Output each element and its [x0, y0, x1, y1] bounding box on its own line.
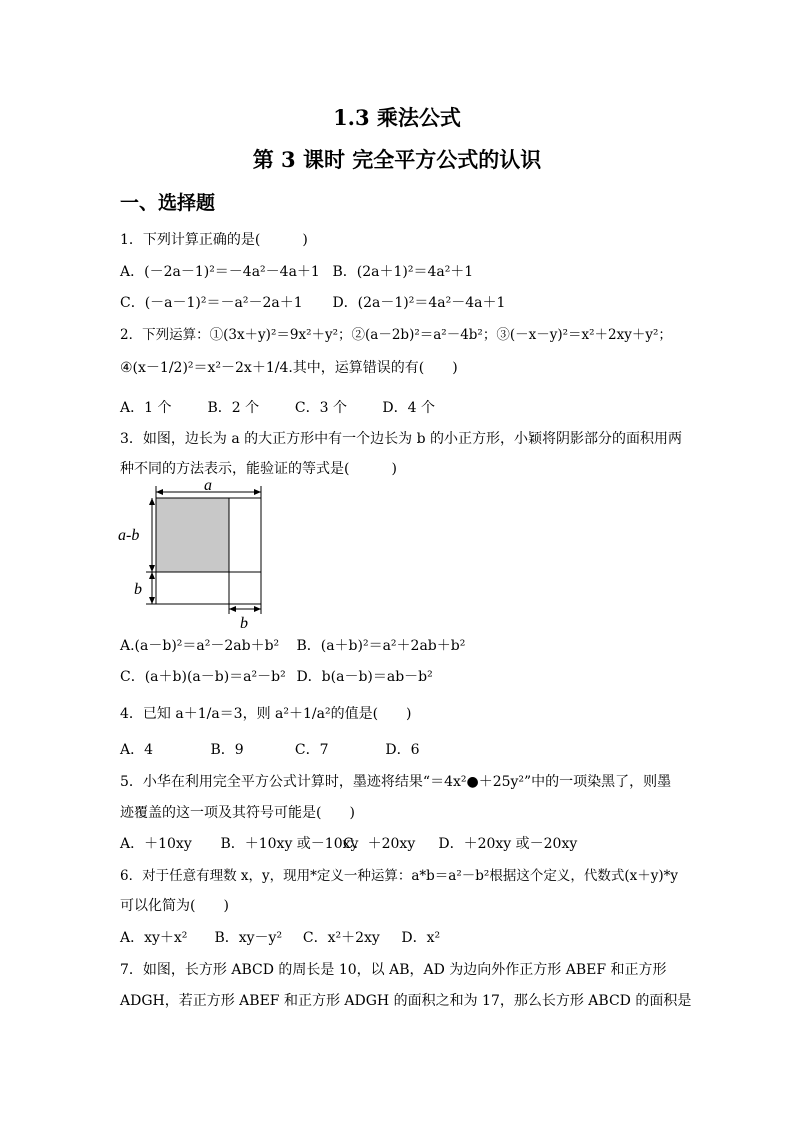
q3-options-row2: [120, 666, 433, 686]
q2-option-b: B．2 个: [207, 400, 260, 416]
q4-option-d: D．6: [385, 742, 420, 758]
q4-option-c: C．7: [294, 742, 329, 758]
q1-option-b: B．(2a＋1)²＝4a²＋1: [332, 264, 474, 280]
q4-stem: 4．已知 a＋1/a＝3，则 a²＋1/a²的值是( ): [120, 706, 412, 722]
label-a-minus-b: a-b: [118, 527, 140, 544]
q5-stem-line2: 迹覆盖的这一项及其符号可能是( ): [120, 805, 355, 821]
q1-stem: 1．下列计算正确的是( ): [120, 232, 308, 248]
q1-options-row2: [120, 292, 505, 312]
q5-option-a: A．＋10xy: [120, 836, 192, 852]
q4-option-a: A．4: [120, 742, 154, 758]
lesson-subtitle: 第 3 课时 完全平方公式的认识: [252, 147, 542, 172]
q2-option-a: A．1 个: [120, 400, 172, 416]
q5-option-c: C．＋20xy: [342, 836, 416, 852]
q1-option-a: A．(－2a－1)²＝－4a²－4a＋1: [120, 264, 320, 280]
q3-options-row1: [120, 635, 465, 655]
q6-stem-line2: 可以化简为( ): [120, 898, 229, 914]
q2-stem-line2: ④(x－1/2)²＝x²－2x＋1/4.其中，运算错误的有( ): [120, 360, 458, 376]
q3-option-d: D．b(a－b)＝ab－b²: [296, 669, 433, 685]
q4-options: [120, 739, 420, 759]
q7-stem-line2: ADGH，若正方形 ABEF 和正方形 ADGH 的面积之和为 17，那么长方形 ABCD 的面积是: [120, 993, 692, 1009]
q6-option-c: C．x²＋2xy: [302, 930, 380, 946]
label-a: a: [204, 477, 212, 494]
q4-option-b: B．9: [210, 742, 244, 758]
q2-option-c: C．3 个: [294, 400, 347, 416]
q5-option-b: B．＋10xy 或－10xy: [220, 836, 359, 852]
q5-stem-line1: 5．小华在利用完全平方公式计算时，墨迹将结果“＝4x²●＋25y²”中的一项染黑了，则墨: [120, 774, 672, 790]
q6-option-d: D．x²: [401, 930, 441, 946]
q1-options-row1: [120, 261, 473, 281]
shaded-region: [156, 498, 229, 572]
label-b-left: b: [134, 581, 142, 598]
q6-stem-line1: 6．对于任意有理数 x，y，现用*定义一种运算：a*b＝a²－b²根据这个定义，代数式(x＋y)*y: [120, 868, 678, 884]
label-b-bottom: b: [240, 615, 248, 632]
q3-option-a: A.(a－b)²＝a²－2ab＋b²: [120, 638, 280, 654]
q6-option-b: B．xy－y²: [214, 930, 283, 946]
q6-option-a: A．xy＋x²: [120, 930, 188, 946]
section-heading: 一、选择题: [120, 192, 216, 214]
q5-options: [120, 833, 577, 853]
square-figure: [116, 476, 276, 632]
q7-stem-line1: 7．如图，长方形 ABCD 的周长是 10，以 AB，AD 为边向外作正方形 ABEF 和正方形: [120, 962, 667, 978]
q2-option-d: D．4 个: [382, 400, 435, 416]
q3-option-b: B．(a＋b)²＝a²＋2ab＋b²: [296, 638, 466, 654]
q3-stem-line2: 种不同的方法表示，能验证的等式是( ): [120, 461, 397, 477]
q5-option-d: D．＋20xy 或－20xy: [438, 836, 578, 852]
q6-options: [120, 927, 440, 947]
q3-option-c: C．(a＋b)(a－b)＝a²－b²: [120, 669, 286, 685]
q2-options: [120, 397, 435, 417]
q2-stem: 2．下列运算：①(3x＋y)²＝9x²＋y²；②(a－2b)²＝a²－4b²；③(－x－y)²＝x²＋2xy＋y²；: [120, 327, 672, 343]
lesson-title: 1.3 乘法公式: [333, 105, 461, 130]
q1-option-d: D．(2a－1)²＝4a²－4a＋1: [332, 295, 506, 311]
q1-option-c: C．(－a－1)²＝－a²－2a＋1: [120, 295, 303, 311]
q3-stem-line1: 3．如图，边长为 a 的大正方形中有一个边长为 b 的小正方形，小颖将阴影部分的面积用两: [120, 431, 683, 447]
